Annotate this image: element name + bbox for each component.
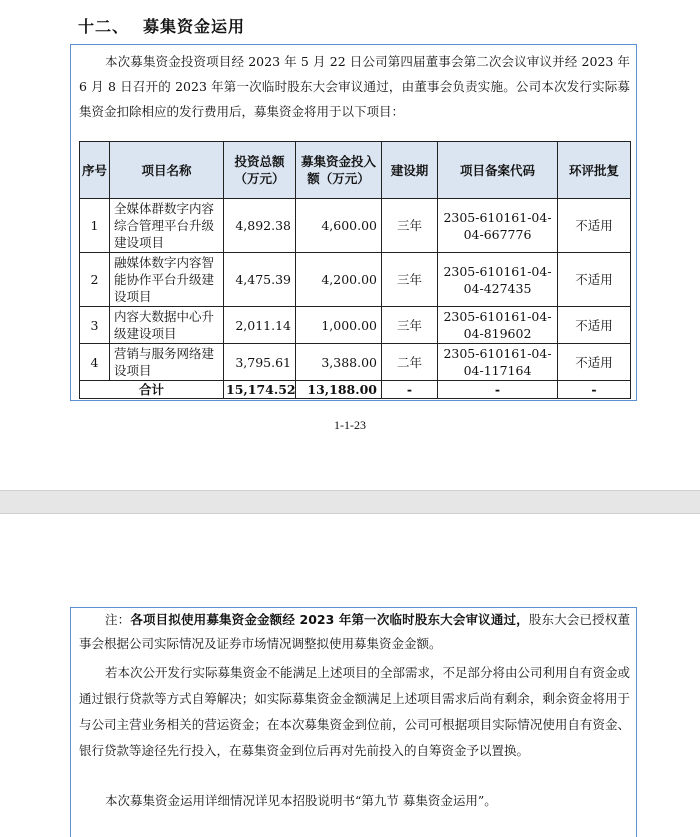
total-raised: 13,188.00 — [296, 381, 382, 399]
total-period: - — [382, 381, 438, 399]
cell-env: 不适用 — [558, 253, 631, 307]
page-separator — [0, 490, 700, 514]
cell-code: 2305-610161-04-04-117164 — [438, 344, 558, 381]
cell-env: 不适用 — [558, 307, 631, 344]
note-prefix: 注： — [105, 612, 131, 627]
header-code: 项目备案代码 — [438, 142, 558, 199]
total-investment: 15,174.52 — [224, 381, 296, 399]
table-row — [80, 253, 631, 307]
cell-name: 融媒体数字内容智能协作平台升级建设项目 — [110, 253, 224, 307]
note-rest: 股东大会已授权董事会根据公司实际情况及证券市场情况调整拟使用募集资金金额。 — [79, 612, 630, 651]
cell-code: 2305-610161-04-04-667776 — [438, 199, 558, 253]
section-heading — [78, 14, 245, 37]
document-page-2 — [0, 514, 700, 829]
intro-paragraph: 本次募集资金投资项目经 2023 年 5 月 22 日公司第四届董事会第二次会议审议并经 2023 年 6 月 8 日召开的 2023 年第一次临时股东大会审议通过，由董事会负责实施。公司本次发行实际募集资金扣除相应的发行费用后，募集资金将用于以下项目： — [79, 54, 630, 119]
section-number: 十二、 — [78, 17, 130, 36]
shortfall-paragraph: 若本次公开发行实际募集资金不能满足上述项目的全部需求，不足部分将由公司利用自有资金或通过银行贷款等方式自筹解决；如实际募集资金金额满足上述项目需求后尚有剩余，剩余资金将用于与公司主营业务相关的营运资金；在本次募集资金到位前，公司可根据项目实际情况使用自有资金、银行贷款等途径先行投入，在募集资金到位后再对先前投入的自筹资金予以置换。 — [79, 665, 631, 758]
content-box — [70, 44, 637, 401]
table-row — [80, 344, 631, 381]
cell-code: 2305-610161-04-04-427435 — [438, 253, 558, 307]
note-bold-text: 各项目拟使用募集资金金额经 2023 年第一次临时股东大会审议通过， — [130, 612, 529, 627]
cell-code: 2305-610161-04-04-819602 — [438, 307, 558, 344]
cell-raised: 4,600.00 — [296, 199, 382, 253]
cell-name: 营销与服务网络建设项目 — [110, 344, 224, 381]
header-env: 环评批复 — [558, 142, 631, 199]
total-code: - — [438, 381, 558, 399]
cell-no: 3 — [80, 307, 110, 344]
content-box-2 — [70, 607, 637, 837]
page-number: 1-1-23 — [334, 418, 366, 432]
cell-period: 三年 — [382, 253, 438, 307]
cell-total: 2,011.14 — [224, 307, 296, 344]
table-header-row — [80, 142, 631, 199]
cell-total: 3,795.61 — [224, 344, 296, 381]
cell-period: 三年 — [382, 307, 438, 344]
reference-paragraph: 本次募集资金运用详细情况详见本招股说明书“第九节 募集资金运用”。 — [105, 793, 497, 808]
table-row — [80, 307, 631, 344]
cell-no: 2 — [80, 253, 110, 307]
header-total: 投资总额（万元） — [224, 142, 296, 199]
header-period: 建设期 — [382, 142, 438, 199]
cell-raised: 3,388.00 — [296, 344, 382, 381]
cell-name: 全媒体群数字内容综合管理平台升级建设项目 — [110, 199, 224, 253]
cell-no: 1 — [80, 199, 110, 253]
table-row — [80, 199, 631, 253]
cell-env: 不适用 — [558, 344, 631, 381]
table-total-row — [80, 381, 631, 399]
total-env: - — [558, 381, 631, 399]
cell-period: 三年 — [382, 199, 438, 253]
header-no: 序号 — [80, 142, 110, 199]
projects-table — [79, 141, 631, 399]
section-title: 募集资金运用 — [143, 17, 246, 36]
cell-raised: 4,200.00 — [296, 253, 382, 307]
total-label: 合计 — [80, 381, 224, 399]
cell-env: 不适用 — [558, 199, 631, 253]
header-name: 项目名称 — [110, 142, 224, 199]
cell-total: 4,892.38 — [224, 199, 296, 253]
cell-period: 二年 — [382, 344, 438, 381]
cell-raised: 1,000.00 — [296, 307, 382, 344]
cell-no: 4 — [80, 344, 110, 381]
cell-total: 4,475.39 — [224, 253, 296, 307]
cell-name: 内容大数据中心升级建设项目 — [110, 307, 224, 344]
header-raised: 募集资金投入额（万元） — [296, 142, 382, 199]
table-note — [79, 608, 630, 656]
